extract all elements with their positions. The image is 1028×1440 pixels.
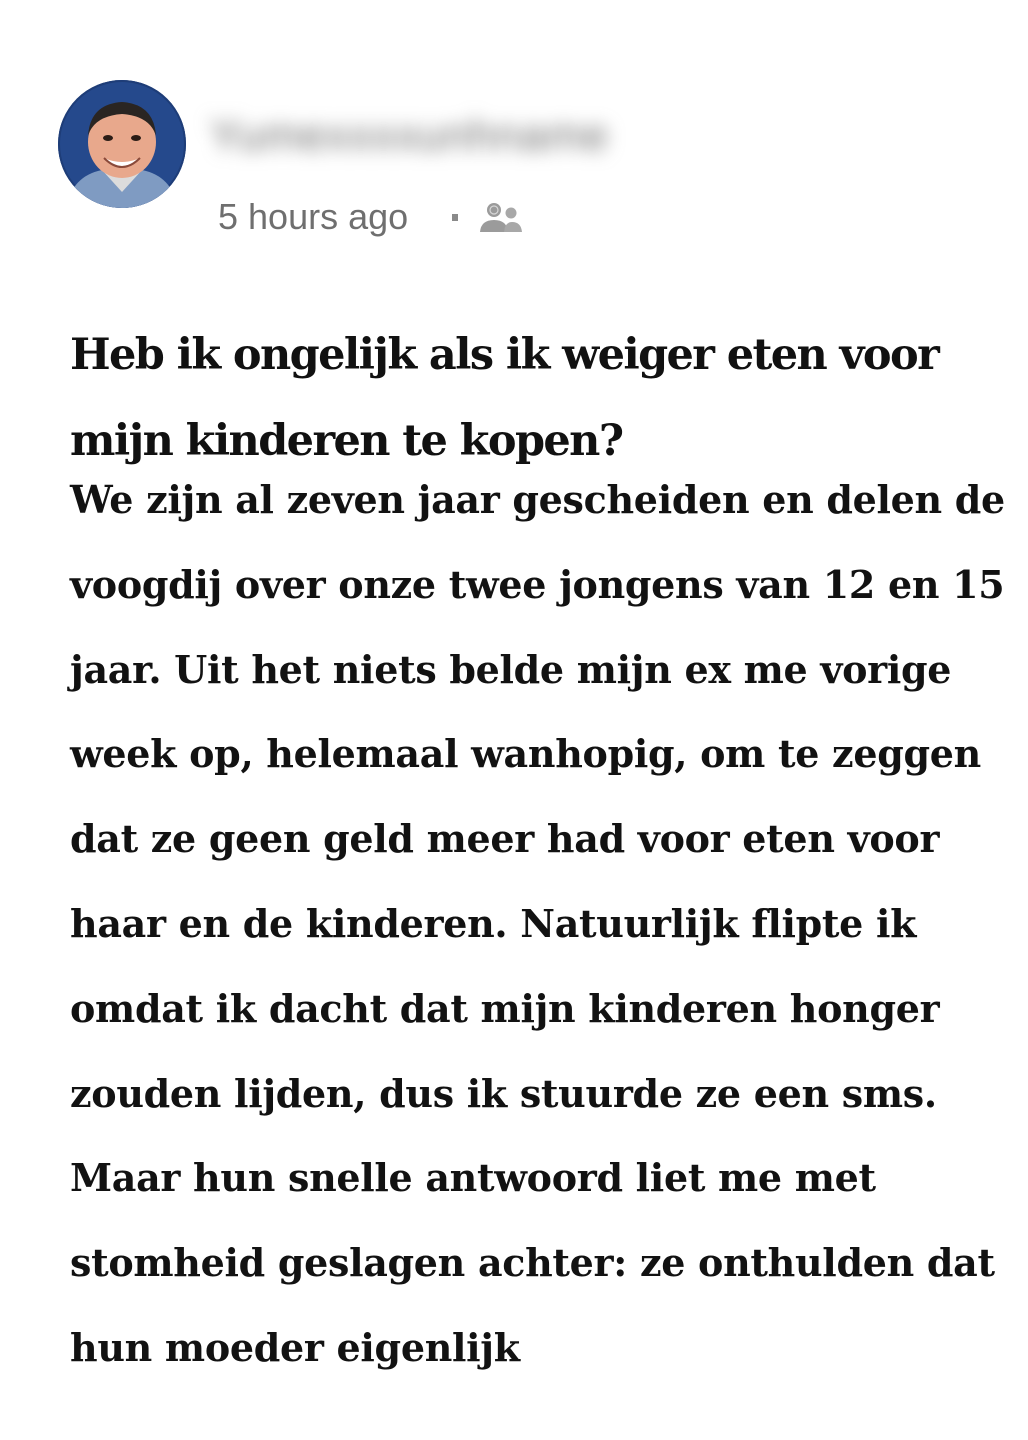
author-name[interactable]: Yumexxxxunhname [210,111,609,160]
post-timestamp[interactable]: 5 hours ago [218,196,409,237]
post-title: Heb ik ongelijk als ik weiger eten voor mijn kinderen te kopen? [70,330,939,466]
avatar-image [58,80,186,208]
friends-icon[interactable] [478,199,524,235]
post-body: We zijn al zeven jaar gescheiden en delen de voogdij over onze twee jongens van 12 en 15 jaar. Uit het niets belde mijn ex me vorige week op, helemaal wanhopig, om te zeggen dat ze geen geld meer had voor eten voor haar en de kinderen. Natuurlijk flipte ik omdat ik dacht dat mijn kinderen honger zouden lijden, dus ik stuurde ze een sms. Maar hun snelle antwoord liet me met stomheid geslagen achter: ze onthulden dat hun moeder eigenlijk [70,477,1005,1370]
author-avatar[interactable] [58,80,186,208]
separator-dot [452,214,458,221]
post-meta [218,192,524,242]
